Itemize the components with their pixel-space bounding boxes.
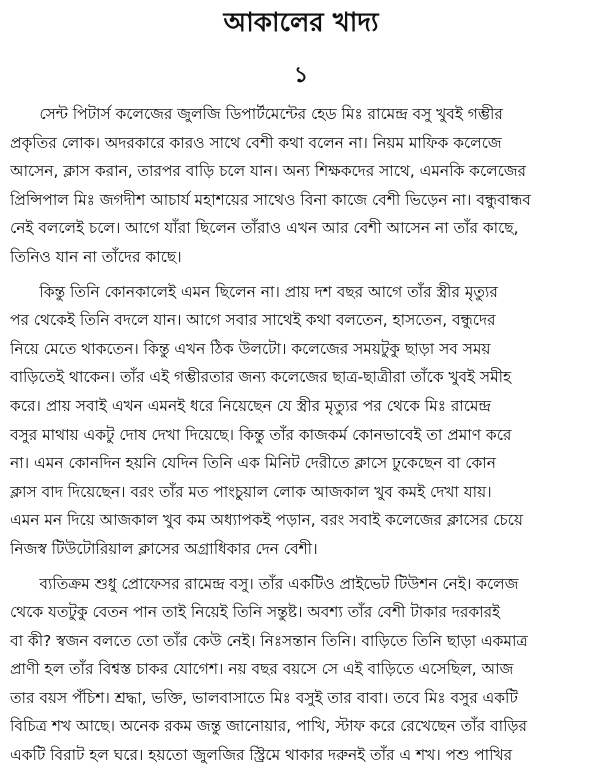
paragraph-3 — [10, 570, 592, 770]
text-line: বসুর মাথায় একটু দোষ দেখা দিয়েছে। কিন্তু তাঁর কাজকর্ম কোনভাবেই তা প্রমাণ করে — [10, 425, 512, 444]
text-line: বাড়িতেই থাকেন। তাঁর এই গম্ভীরতার জন্য কলেজের ছাত্র-ছাত্রীরা তাঁকে খুবই সমীহ — [10, 368, 512, 387]
text-line: করে। প্রায় সবাই এখন এমনই ধরে নিয়েছেন যে স্ত্রীর মৃত্যুর পর থেকে মিঃ রামেন্দ্র — [10, 396, 491, 415]
paragraph-1 — [10, 100, 592, 272]
text-line: তার বয়স পঁচিশ। শ্রদ্ধা, ভক্তি, ভালবাসাতে মিঃ বসুই তার বাবা। তবে মিঃ বসুর একটি — [10, 688, 518, 707]
text-line: না। এমন কোনদিন হয়নি যেদিন তিনি এক মিনিট দেরীতে ক্লাসে ঢুকেছেন বা কোন — [10, 454, 496, 473]
text-line: পর থেকেই তিনি বদলে যান। আগে সবার সাথেই কথা বলতেন, হাসতেন, বন্ধুদের — [10, 311, 496, 330]
text-line: তিনিও যান না তাঁদের কাছে। — [10, 247, 182, 266]
text-line: ব্যতিক্রম শুধু প্রোফেসর রামেন্দ্র বসু। তাঁর একটিও প্রাইভেট টিউশন নেই। কলেজ — [10, 574, 519, 593]
text-line: প্রিন্সিপাল মিঃ জগদীশ আচার্য মহাশয়ের সাথেও বিনা কাজে বেশী ভিড়েন না। বন্ধুবান্ধব — [10, 190, 531, 209]
text-line: ক্লাস বাদ দিয়েছেন। বরং তাঁর মত পাংচুয়াল লোক আজকাল খুব কমই দেখা যায়। — [10, 482, 492, 501]
text-line: নেই বললেই চলে। আগে যাঁরা ছিলেন তাঁরাও এখন আর বেশী আসেন না তাঁর কাছে, — [10, 219, 519, 238]
text-line: নিয়ে মেতে থাকতেন। কিন্তু এখন ঠিক উলটো। কলেজের সময়টুকু ছাড়া সব সময় — [10, 339, 491, 358]
text-line: প্রকৃতির লোক। অদরকারে কারও সাথে বেশী কথা বলেন না। নিয়ম মাফিক কলেজে — [10, 133, 502, 152]
text-line: প্রাণী হল তাঁর বিশ্বস্ত চাকর যোগেশ। নয় বছর বয়সে সে এই বাড়িতে এসেছিল, আজ — [10, 660, 514, 679]
text-line: এমন মন দিয়ে আজকাল খুব কম অধ্যাপকই পড়ান, বরং সবাই কলেজের ক্লাসের চেয়ে — [10, 511, 523, 530]
text-line: সেন্ট পিটার্স কলেজের জুলজি ডিপার্টমেন্টের হেড মিঃ রামেন্দ্র বসু খুবই গম্ভীর — [10, 105, 503, 123]
paragraph-2 — [10, 278, 592, 564]
text-line: বা কী? স্বজন বলতে তো তাঁর কেউ নেই। নিঃসন্তান তিনি। বাড়িতে তিনি ছাড়া একমাত্র — [10, 631, 528, 650]
story-title: আকালের খাদ্য — [223, 8, 379, 38]
text-line: নিজস্ব টিউটোরিয়াল ক্লাসের অগ্রাধিকার দেন বেশী। — [10, 539, 318, 558]
text-line: বিচিত্র শখ আছে। অনেক রকম জন্তু জানোয়ার, পাখি, স্টাফ করে রেখেছেন তাঁর বাড়ির — [10, 717, 527, 736]
text-line: থেকে যতটুকু বেতন পান তাই নিয়েই তিনি সন্তুষ্ট। অবশ্য তাঁর বেশী টাকার দরকারই — [10, 603, 501, 622]
text-line: আসেন, ক্লাস করান, তারপর বাড়ি চলে যান। অন্য শিক্ষকদের সাথে, এমনকি কলেজের — [10, 162, 527, 181]
text-line: কিন্তু তিনি কোনকালেই এমন ছিলেন না। প্রায় দশ বছর আগে তাঁর স্ত্রীর মৃত্যুর — [10, 282, 498, 301]
text-line: একটি বিরাট হল ঘরে। হয়তো জুলজির স্ট্রিমে থাকার দরুনই তাঁর এ শখ। পশু পাখির — [10, 746, 513, 765]
chapter-number: ১ — [293, 63, 309, 88]
